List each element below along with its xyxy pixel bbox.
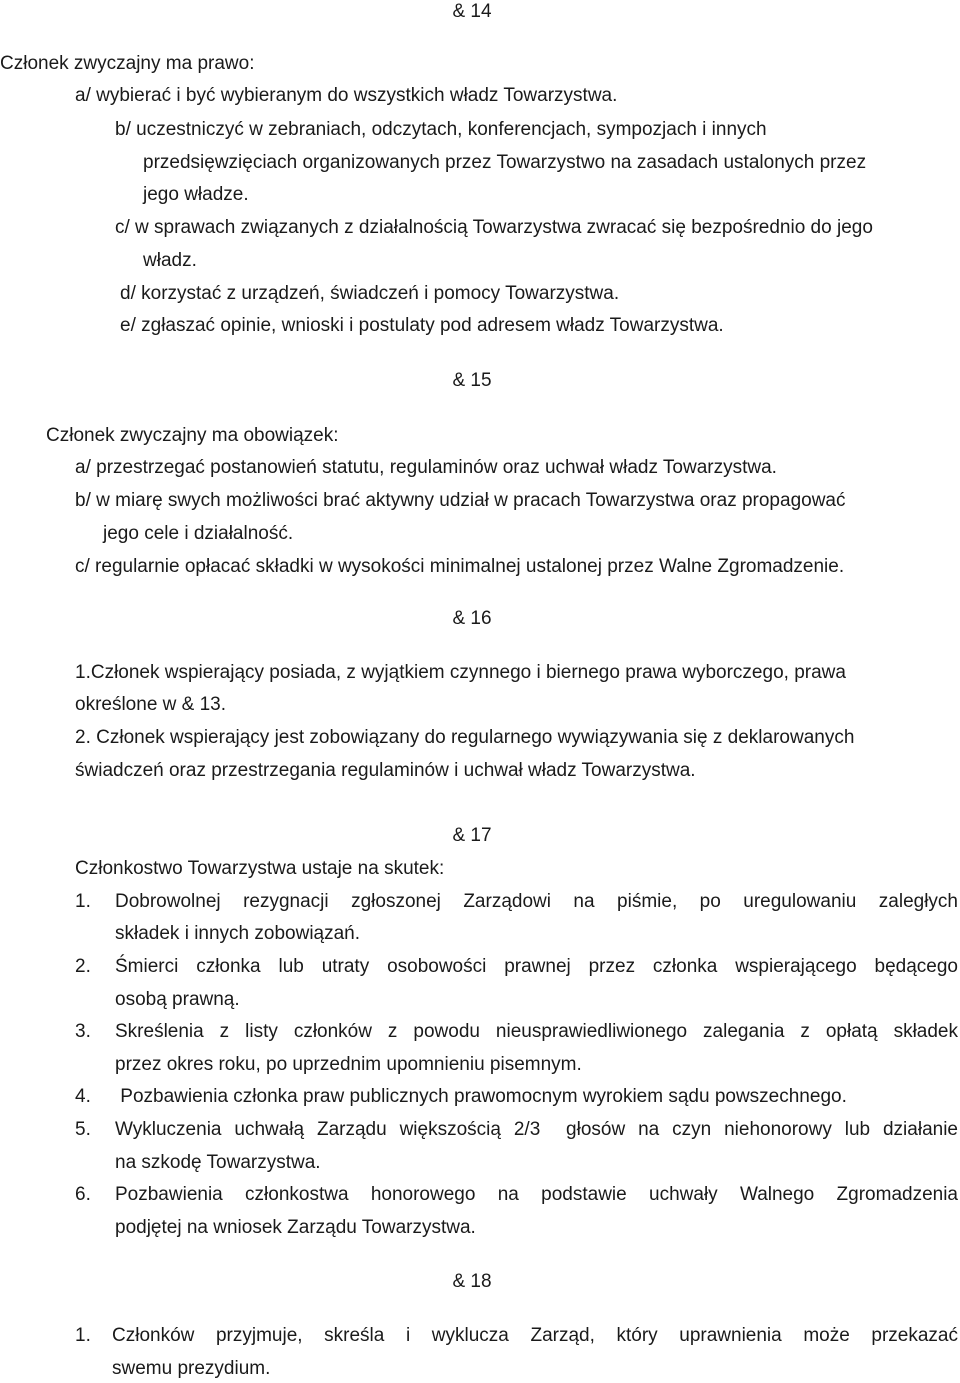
section-15-item-b-line1: b/ w miarę swych możliwości brać aktywny udział w pracach Towarzystwa oraz propagować xyxy=(75,490,846,511)
list-item-number: 4. xyxy=(75,1086,91,1107)
section-18-line1: Członków przyjmuje, skreśla i wyklucza Zarząd, który uprawnienia może przekazać xyxy=(112,1325,958,1346)
list-item-line2: osobą prawną. xyxy=(115,989,240,1010)
list-item-number: 6. xyxy=(75,1184,91,1205)
list-item-line2: przez okres roku, po uprzednim upomnieniu pisemnym. xyxy=(115,1054,582,1075)
list-item-number: 1. xyxy=(75,891,91,912)
list-item-number: 5. xyxy=(75,1119,91,1140)
section-15-item-a: a/ przestrzegać postanowień statutu, regulaminów oraz uchwał władz Towarzystwa. xyxy=(75,457,777,478)
section-18-line2: swemu prezydium. xyxy=(112,1358,271,1379)
section-15-heading: & 15 xyxy=(452,370,492,391)
list-item-line2: podjętej na wniosek Zarządu Towarzystwa. xyxy=(115,1217,476,1238)
section-16-point-1-line2: określone w & 13. xyxy=(75,694,227,715)
section-14-item-e: e/ zgłaszać opinie, wnioski i postulaty pod adresem władz Towarzystwa. xyxy=(120,315,724,336)
list-item-line2: na szkodę Towarzystwa. xyxy=(115,1152,321,1173)
section-14-heading: & 14 xyxy=(452,1,492,22)
section-14-item-d: d/ korzystać z urządzeń, świadczeń i pomocy Towarzystwa. xyxy=(120,283,620,304)
section-17-heading: & 17 xyxy=(452,825,492,846)
section-14-item-c-line1: c/ w sprawach związanych z działalnością Towarzystwa zwracać się bezpośrednio do jego xyxy=(115,217,873,238)
section-18-heading: & 18 xyxy=(452,1271,492,1292)
section-14-item-c-line2: władz. xyxy=(143,250,197,271)
list-item-line1: Wykluczenia uchwałą Zarządu większością 2/3 głosów na czyn niehonorowy lub działanie xyxy=(115,1119,958,1140)
list-item-number: 3. xyxy=(75,1021,91,1042)
list-item-number: 2. xyxy=(75,956,91,977)
list-item-line1: Pozbawienia członka praw publicznych prawomocnym wyrokiem sądu powszechnego. xyxy=(115,1086,847,1107)
section-14-intro: Członek zwyczajny ma prawo: xyxy=(0,53,255,74)
list-item-line1: Skreślenia z listy członków z powodu nieusprawiedliwionego zalegania z opłatą składek xyxy=(115,1021,958,1042)
section-16-heading: & 16 xyxy=(452,608,492,629)
list-item-number: 1. xyxy=(75,1325,91,1346)
list-item-line1: Dobrowolnej rezygnacji zgłoszonej Zarządowi na piśmie, po uregulowaniu zaległych xyxy=(115,891,958,912)
section-14-item-b-line2: przedsięwzięciach organizowanych przez Towarzystwo na zasadach ustalonych przez xyxy=(143,152,867,173)
section-16-point-2-line2: świadczeń oraz przestrzegania regulaminów i uchwał władz Towarzystwa. xyxy=(75,760,696,781)
section-16-point-2-line1: 2. Członek wspierający jest zobowiązany do regularnego wywiązywania się z deklarowanych xyxy=(75,727,855,748)
list-item-line1: Śmierci członka lub utraty osobowości prawnej przez członka wspierającego będącego xyxy=(115,956,958,977)
section-17-intro: Członkostwo Towarzystwa ustaje na skutek: xyxy=(75,858,445,879)
section-15-item-c: c/ regularnie opłacać składki w wysokości minimalnej ustalonej przez Walne Zgromadzenie. xyxy=(75,556,845,577)
section-14-item-b-line1: b/ uczestniczyć w zebraniach, odczytach, konferencjach, sympozjach i innych xyxy=(115,119,767,140)
section-14-item-b-line3: jego władze. xyxy=(143,184,249,205)
section-15-item-b-line2: jego cele i działalność. xyxy=(103,523,294,544)
list-item-line1: Pozbawienia członkostwa honorowego na podstawie uchwały Walnego Zgromadzenia xyxy=(115,1184,958,1205)
section-14-item-a: a/ wybierać i być wybieranym do wszystkich władz Towarzystwa. xyxy=(75,85,618,106)
list-item-line2: składek i innych zobowiązań. xyxy=(115,923,361,944)
section-16-point-1-line1: 1.Członek wspierający posiada, z wyjątkiem czynnego i biernego prawa wyborczego, prawa xyxy=(75,662,846,683)
section-15-intro: Członek zwyczajny ma obowiązek: xyxy=(46,425,339,446)
